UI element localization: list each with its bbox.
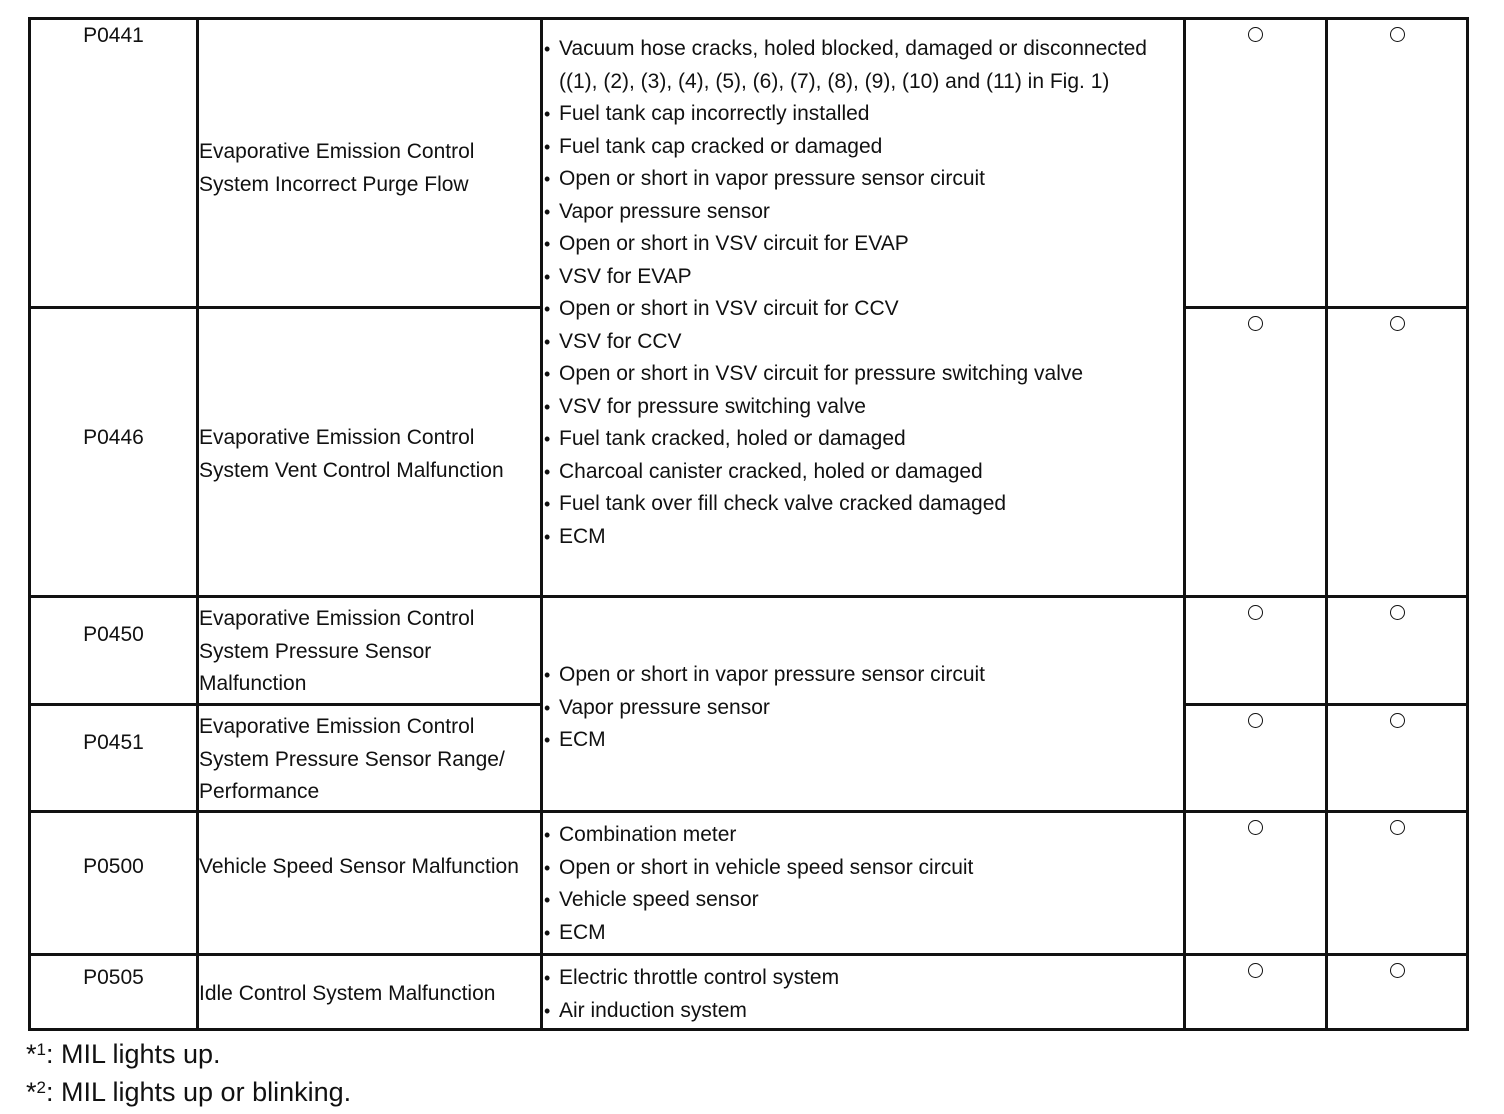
list-item: • Vapor pressure sensor bbox=[543, 196, 1183, 229]
detection-item: Evaporative Emission Control System Pressure Sensor Range/ Performance bbox=[198, 705, 542, 812]
detection-item: Evaporative Emission Control System Vent Control Malfunction bbox=[198, 308, 542, 597]
table-row bbox=[30, 812, 1468, 955]
detection-item: Vehicle Speed Sensor Malfunction bbox=[198, 812, 542, 955]
mil-mark bbox=[1185, 955, 1327, 1030]
trouble-area-cell bbox=[542, 597, 1185, 812]
dtc-code: P0451 bbox=[30, 705, 198, 812]
table-row bbox=[30, 19, 1468, 308]
circle-mark-icon bbox=[1248, 27, 1263, 42]
dtc-code: P0505 bbox=[30, 955, 198, 1030]
list-item: • Vacuum hose cracks, holed blocked, damaged or disconnected ((1), (2), (3), (4), (5), (6), (7), (8), (9), (10) and (11) in Fig. 1) bbox=[543, 33, 1183, 98]
detection-item: Evaporative Emission Control System Pressure Sensor Malfunction bbox=[198, 597, 542, 705]
list-item: • Open or short in vehicle speed sensor circuit bbox=[543, 852, 1183, 885]
detection-item: Idle Control System Malfunction bbox=[198, 955, 542, 1030]
circle-mark-icon bbox=[1248, 820, 1263, 835]
trouble-area-list bbox=[543, 962, 1183, 1027]
memory-mark bbox=[1327, 955, 1468, 1030]
list-item: • ECM bbox=[543, 724, 1183, 757]
circle-mark-icon bbox=[1390, 27, 1405, 42]
mil-mark bbox=[1185, 705, 1327, 812]
list-item: • Vehicle speed sensor bbox=[543, 884, 1183, 917]
memory-mark bbox=[1327, 597, 1468, 705]
list-item: • Fuel tank cap cracked or damaged bbox=[543, 131, 1183, 164]
list-item: • Open or short in vapor pressure sensor circuit bbox=[543, 659, 1183, 692]
mil-mark bbox=[1185, 308, 1327, 597]
dtc-code: P0500 bbox=[30, 812, 198, 955]
list-item: • Charcoal canister cracked, holed or damaged bbox=[543, 456, 1183, 489]
table-row bbox=[30, 597, 1468, 705]
circle-mark-icon bbox=[1248, 605, 1263, 620]
trouble-area-cell bbox=[542, 955, 1185, 1030]
list-item: • Open or short in VSV circuit for EVAP bbox=[543, 228, 1183, 261]
footnote-2: *$^2$: MIL lights up or blinking. bbox=[26, 1077, 352, 1107]
circle-mark-icon bbox=[1390, 820, 1405, 835]
table-row bbox=[30, 955, 1468, 1030]
trouble-area-cell bbox=[542, 812, 1185, 955]
detection-item: Evaporative Emission Control System Incorrect Purge Flow bbox=[198, 19, 542, 308]
circle-mark-icon bbox=[1390, 963, 1405, 978]
list-item: • VSV for pressure switching valve bbox=[543, 391, 1183, 424]
trouble-area-cell bbox=[542, 19, 1185, 597]
dtc-code: P0450 bbox=[30, 597, 198, 705]
list-item: • VSV for EVAP bbox=[543, 261, 1183, 294]
list-item: • Fuel tank cap incorrectly installed bbox=[543, 98, 1183, 131]
dtc-table bbox=[28, 17, 1469, 1031]
dtc-code: P0446 bbox=[30, 308, 198, 597]
circle-mark-icon bbox=[1248, 316, 1263, 331]
list-item: • Open or short in VSV circuit for pressure switching valve bbox=[543, 358, 1183, 391]
circle-mark-icon bbox=[1390, 605, 1405, 620]
trouble-area-list bbox=[543, 33, 1183, 553]
list-item: • Vapor pressure sensor bbox=[543, 692, 1183, 725]
circle-mark-icon bbox=[1390, 713, 1405, 728]
mil-mark bbox=[1185, 19, 1327, 308]
list-item: • Open or short in VSV circuit for CCV bbox=[543, 293, 1183, 326]
list-item: • Combination meter bbox=[543, 819, 1183, 852]
trouble-area-list bbox=[543, 819, 1183, 949]
footnote-1: *$^1$: MIL lights up. bbox=[26, 1039, 221, 1069]
list-item: • Open or short in vapor pressure sensor circuit bbox=[543, 163, 1183, 196]
mil-mark bbox=[1185, 597, 1327, 705]
circle-mark-icon bbox=[1248, 713, 1263, 728]
memory-mark bbox=[1327, 308, 1468, 597]
list-item: • Air induction system bbox=[543, 995, 1183, 1028]
footnotes bbox=[26, 1035, 351, 1111]
circle-mark-icon bbox=[1390, 316, 1405, 331]
dtc-code: P0441 bbox=[30, 19, 198, 308]
list-item: • VSV for CCV bbox=[543, 326, 1183, 359]
list-item: • Fuel tank over fill check valve cracked damaged bbox=[543, 488, 1183, 521]
list-item: • Electric throttle control system bbox=[543, 962, 1183, 995]
mil-mark bbox=[1185, 812, 1327, 955]
memory-mark bbox=[1327, 19, 1468, 308]
memory-mark bbox=[1327, 705, 1468, 812]
memory-mark bbox=[1327, 812, 1468, 955]
circle-mark-icon bbox=[1248, 963, 1263, 978]
list-item: • ECM bbox=[543, 521, 1183, 554]
list-item: • ECM bbox=[543, 917, 1183, 950]
list-item: • Fuel tank cracked, holed or damaged bbox=[543, 423, 1183, 456]
trouble-area-list bbox=[543, 659, 1183, 757]
